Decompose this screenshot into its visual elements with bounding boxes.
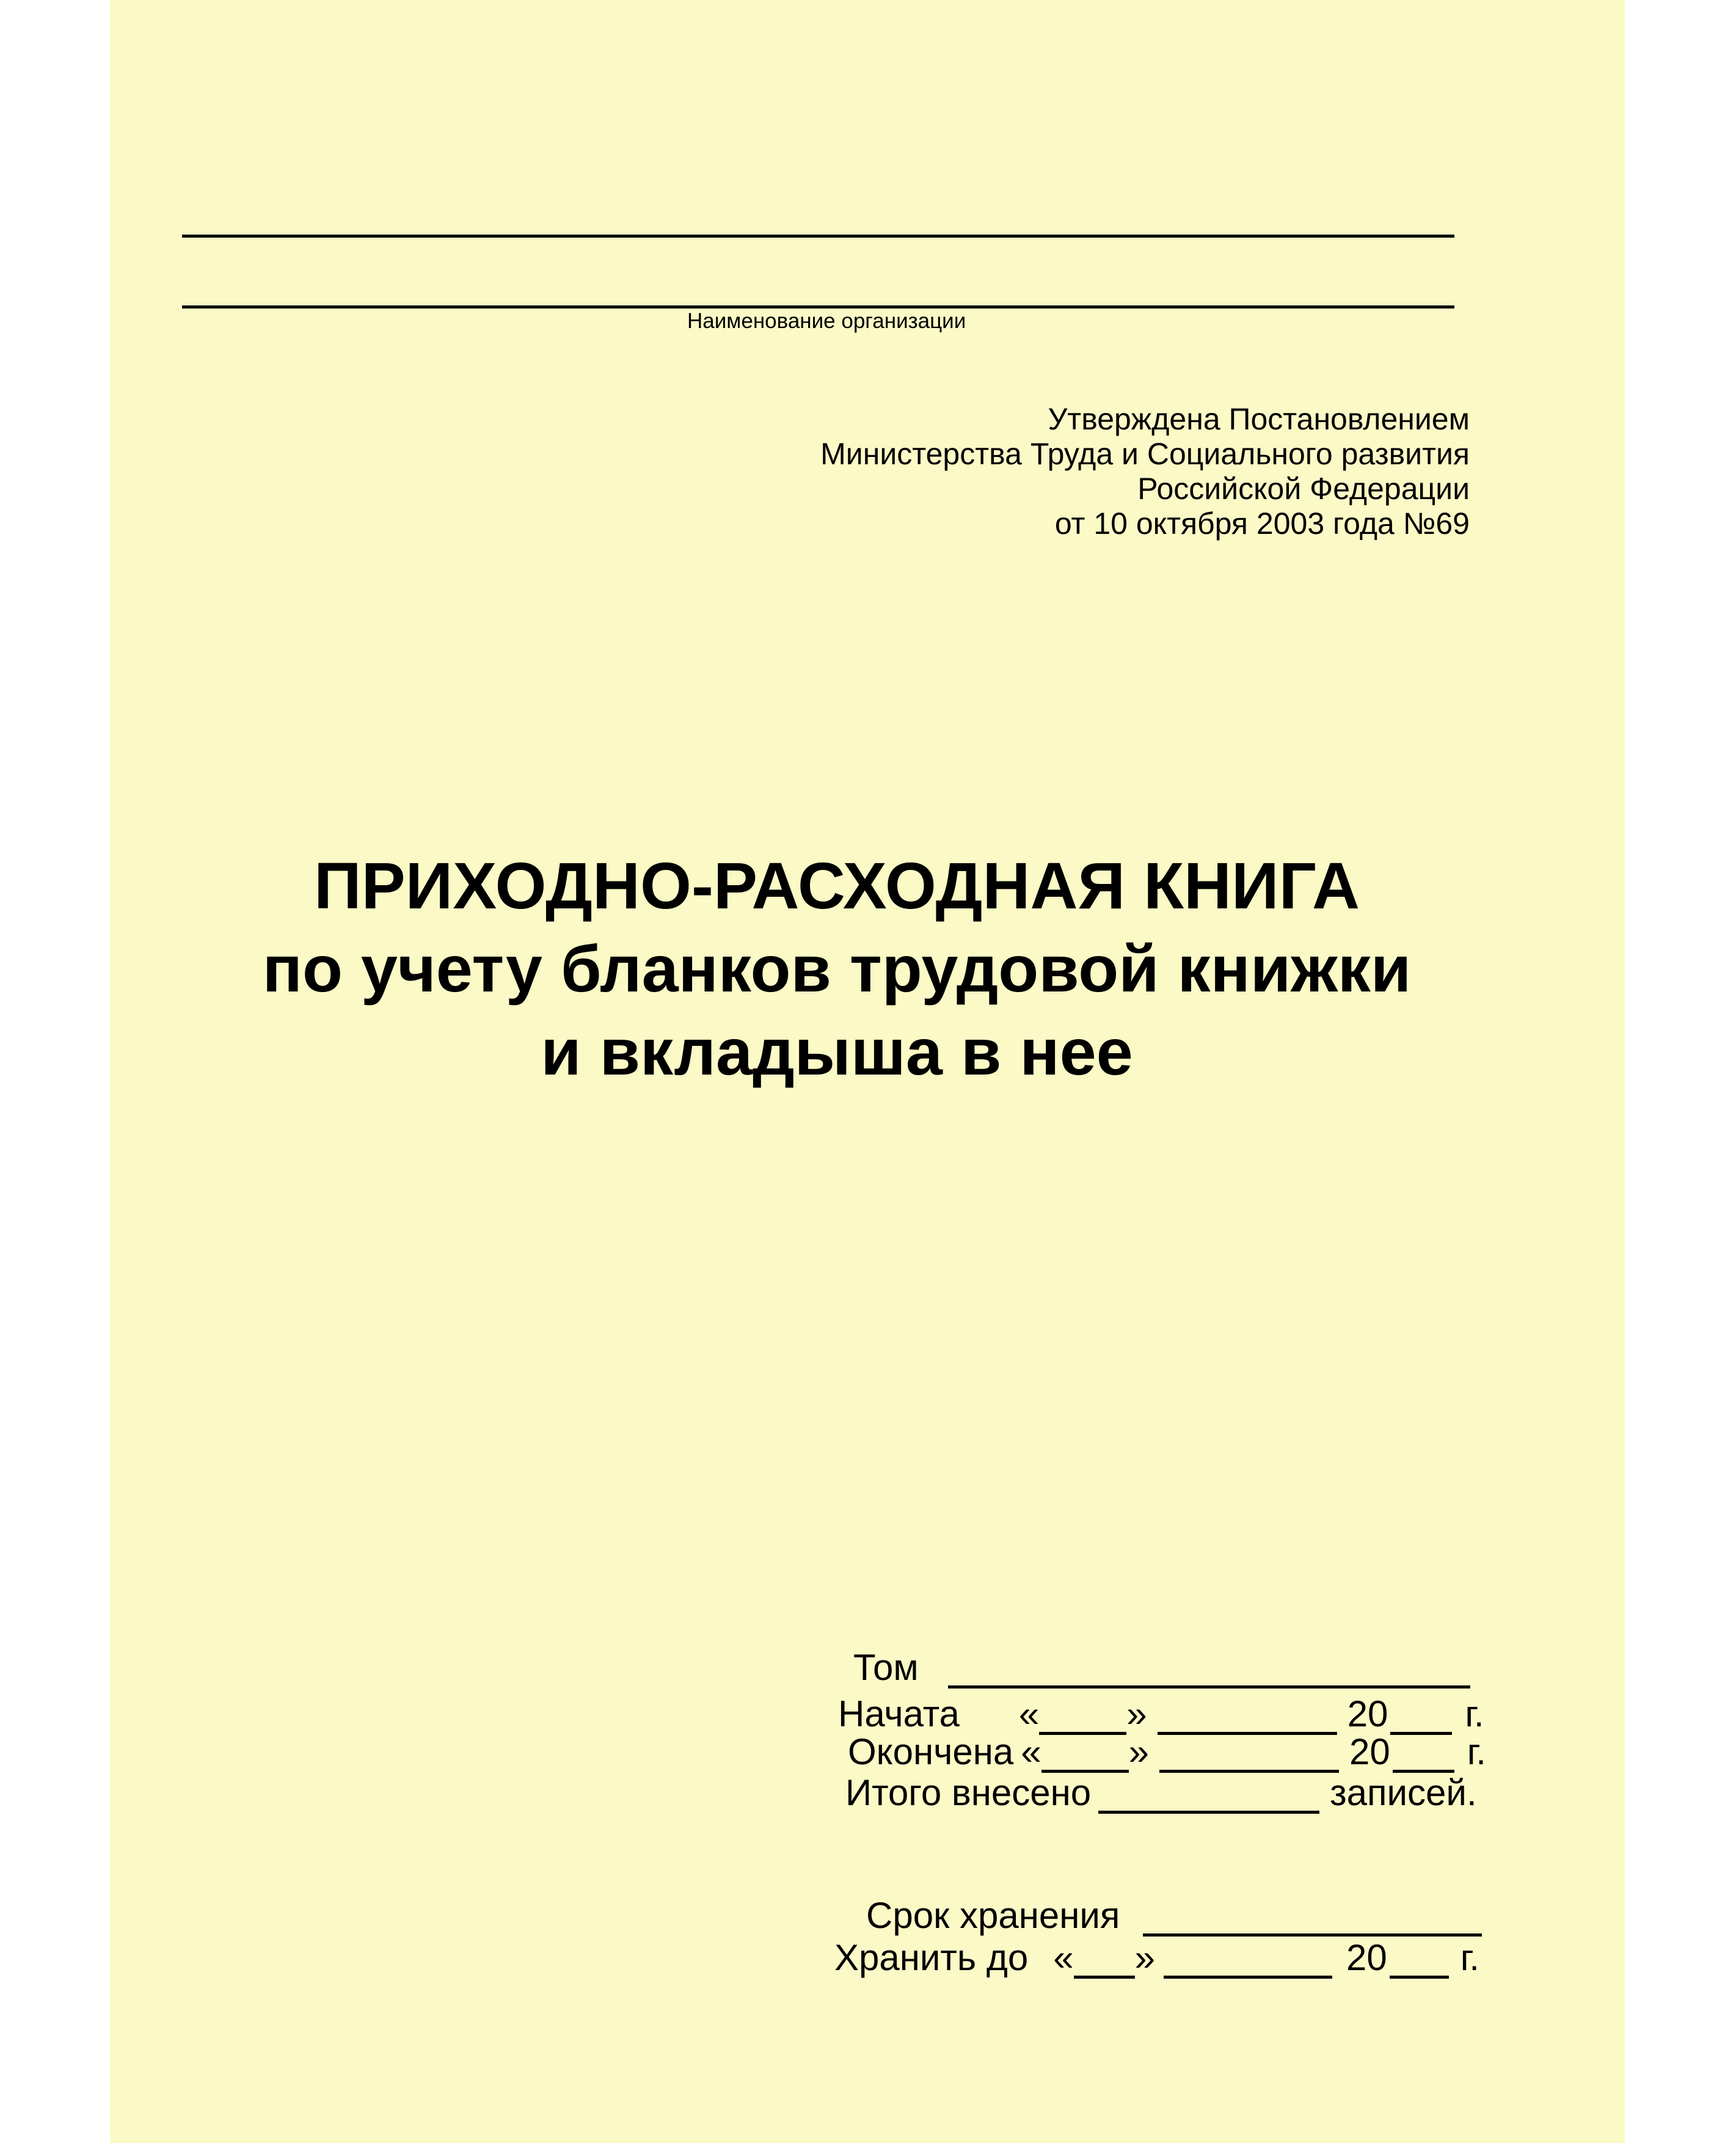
started-year-blank (1390, 1695, 1452, 1735)
finished-day-blank (1041, 1733, 1129, 1773)
started-day-blank (1039, 1695, 1126, 1735)
finished-year-prefix: 20 (1349, 1731, 1390, 1772)
started-quote-close: » (1126, 1693, 1147, 1734)
keep-until-year-prefix: 20 (1346, 1937, 1387, 1978)
book-title-line-3: и вкладыша в нее (541, 1015, 1133, 1089)
keep-until-year-blank (1390, 1939, 1449, 1979)
retention-row (866, 1897, 1482, 1937)
total-blank-line (1098, 1774, 1319, 1814)
book-title-line-2: по учету бланков трудовой книжки (262, 932, 1412, 1006)
finished-month-blank (1159, 1733, 1339, 1773)
keep-until-label: Хранить до (834, 1937, 1029, 1978)
finished-quote-close: » (1128, 1731, 1149, 1772)
keep-until-year-suffix: г. (1460, 1937, 1479, 1978)
retention-blank-line (1143, 1897, 1482, 1937)
approval-block (820, 402, 1470, 541)
org-name-blank-line-1 (182, 235, 1454, 238)
started-label: Начата (838, 1693, 960, 1734)
approval-line-1: Утверждена Постановлением (1048, 402, 1470, 436)
volume-row (853, 1649, 1470, 1688)
finished-quote-open: « (1021, 1731, 1041, 1772)
finished-year-suffix: г. (1467, 1731, 1486, 1772)
keep-until-row (834, 1939, 1479, 1979)
keep-until-month-blank (1164, 1939, 1332, 1979)
book-title (79, 844, 1594, 1093)
org-name-blank-line-2 (182, 305, 1454, 308)
retention-label: Срок хранения (866, 1895, 1120, 1936)
started-year-suffix: г. (1465, 1693, 1484, 1734)
approval-line-2: Министерства Труда и Социального развития (820, 437, 1470, 471)
keep-until-day-blank (1074, 1939, 1135, 1979)
started-year-prefix: 20 (1347, 1693, 1388, 1734)
started-month-blank (1158, 1695, 1337, 1735)
approval-line-3: Российской Федерации (1137, 472, 1470, 506)
total-records-row (845, 1774, 1477, 1814)
finished-label: Окончена (848, 1731, 1014, 1772)
finished-year-blank (1393, 1733, 1454, 1773)
volume-label: Том (853, 1647, 919, 1688)
book-title-line-1: ПРИХОДНО-РАСХОДНАЯ КНИГА (313, 849, 1360, 922)
started-row (838, 1695, 1484, 1735)
volume-blank-line (948, 1649, 1470, 1688)
total-suffix: записей. (1330, 1772, 1477, 1813)
started-quote-open: « (1018, 1693, 1040, 1734)
keep-until-quote-open: « (1053, 1937, 1074, 1978)
finished-row (848, 1733, 1486, 1773)
approval-line-4: от 10 октября 2003 года №69 (1054, 506, 1470, 541)
keep-until-quote-close: » (1134, 1937, 1155, 1978)
total-label: Итого внесено (845, 1772, 1092, 1813)
org-name-caption: Наименование организации (687, 309, 966, 333)
